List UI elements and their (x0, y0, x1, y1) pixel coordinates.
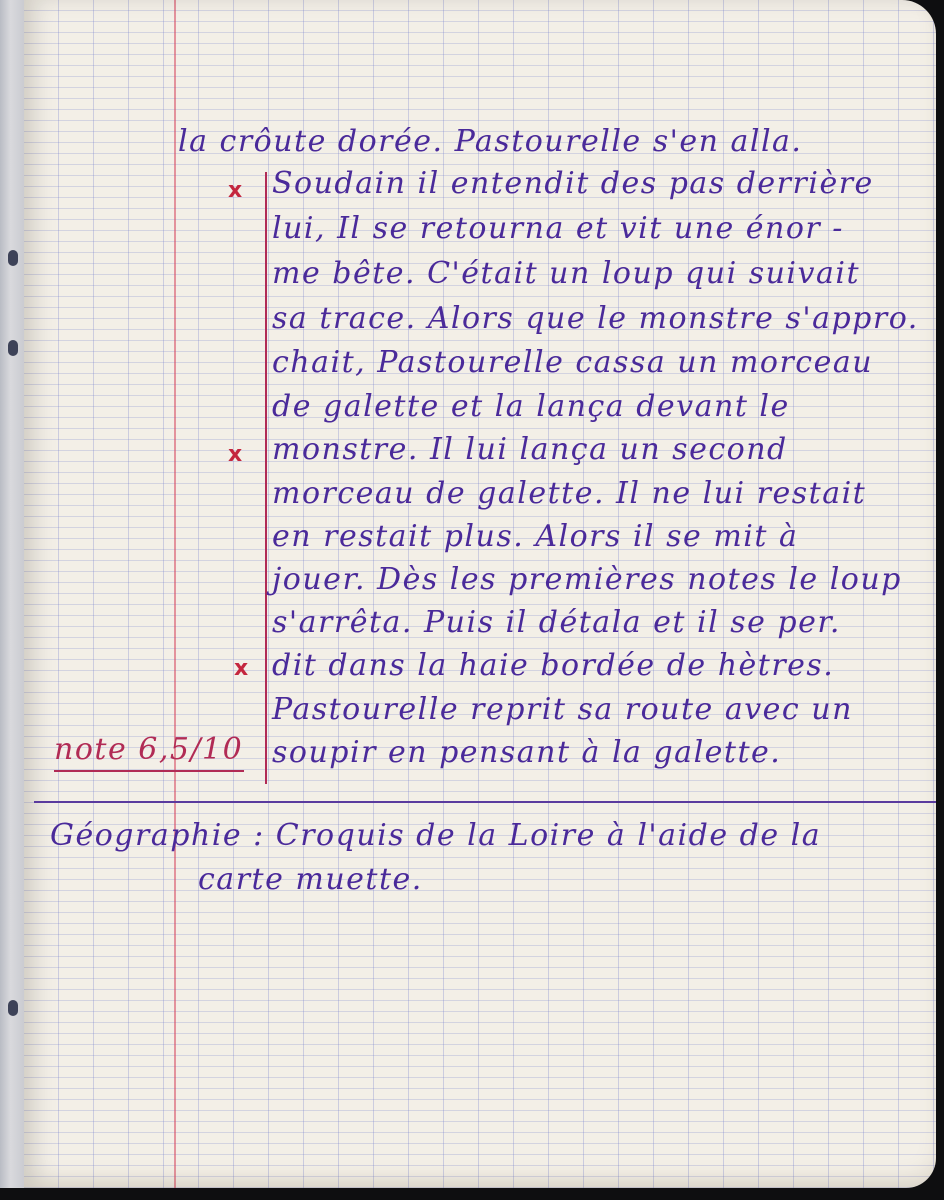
text-line: Pastourelle reprit sa route avec un (272, 692, 853, 727)
text-line: soupir en pensant à la galette. (272, 735, 782, 770)
grade: note 6,5/10 (54, 732, 244, 767)
text-line: lui, Il se retourna et vit une énor - (272, 211, 844, 246)
grade-underline (54, 770, 244, 772)
geography-heading: Géographie : Croquis de la Loire à l'aide de la (50, 818, 822, 853)
text-line: la crôute dorée. Pastourelle s'en alla. (178, 124, 803, 159)
text-line: s'arrêta. Puis il détala et il se per. (272, 605, 841, 640)
geography-heading-continued: carte muette. (198, 862, 423, 897)
text-line: en restait plus. Alors il se mit à (272, 519, 799, 554)
text-line: morceau de galette. Il ne lui restait (272, 476, 867, 511)
correction-mark: x (228, 178, 243, 203)
text-line: Soudain il entendit des pas derrière (272, 166, 874, 201)
text-line: dit dans la haie bordée de hètres. (272, 648, 835, 683)
section-divider (34, 801, 936, 803)
binding-hole (8, 1000, 18, 1016)
text-line: monstre. Il lui lança un second (272, 432, 788, 467)
correction-mark: x (234, 656, 249, 681)
correction-margin-bar (265, 172, 267, 784)
notebook-spine (0, 0, 26, 1188)
text-line: de galette et la lança devant le (272, 389, 790, 424)
binding-hole (8, 340, 18, 356)
text-line: jouer. Dès les premières notes le loup (272, 562, 902, 597)
text-line: chait, Pastourelle cassa un morceau (272, 345, 874, 380)
text-line: me bête. C'était un loup qui suivait (272, 256, 861, 291)
correction-mark: x (228, 442, 243, 467)
binding-hole (8, 250, 18, 266)
text-line: sa trace. Alors que le monstre s'appro. (272, 301, 919, 336)
